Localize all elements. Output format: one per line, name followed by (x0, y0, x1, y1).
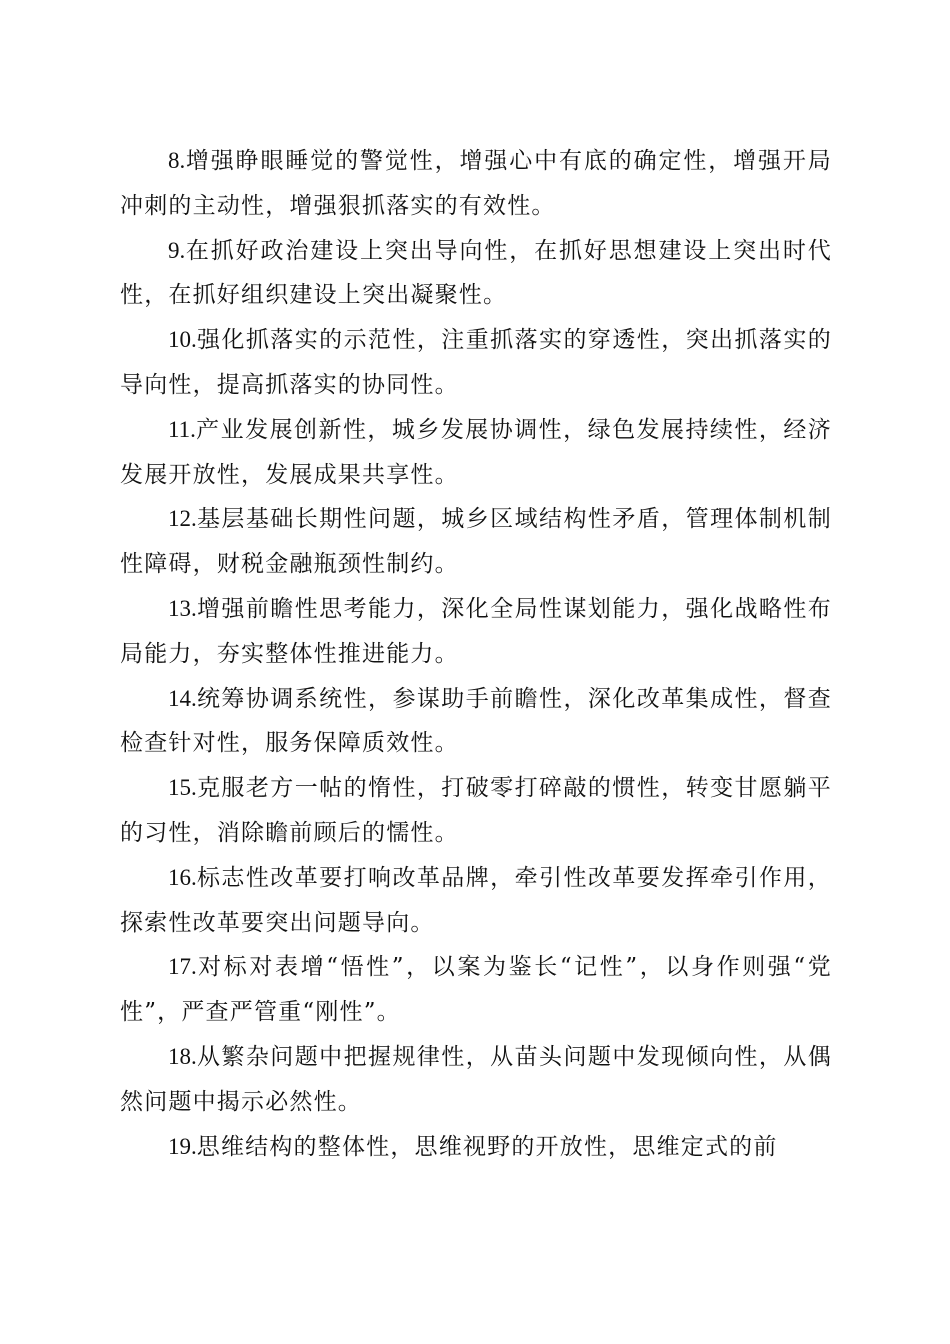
paragraph-15 (120, 766, 832, 856)
paragraph-11 (120, 408, 832, 498)
paragraph-text: 统筹协调系统性，参谋助手前瞻性，深化改革集成性，督查检查针对性，服务保障质效性。 (120, 685, 832, 757)
paragraph-text: 增强睁眼睡觉的警觉性，增强心中有底的确定性，增强开局冲刺的主动性，增强狠抓落实的有效性。 (120, 148, 832, 219)
paragraph-number: 10. (168, 327, 197, 353)
paragraph-12 (120, 497, 832, 587)
paragraph-14 (120, 677, 832, 767)
paragraph-19 (120, 1125, 832, 1170)
paragraph-number: 19. (168, 1133, 197, 1159)
paragraph-number: 17. (168, 954, 197, 980)
paragraph-text: 对标对表增“悟性”，以案为鉴长“记性”，以身作则强“党性”，严查严管重“刚性”。 (120, 954, 832, 1026)
paragraph-number: 8. (168, 148, 186, 173)
paragraph-text: 从繁杂问题中把握规律性，从苗头问题中发现倾向性，从偶然问题中揭示必然性。 (120, 1043, 832, 1115)
paragraph-text: 基层基础长期性问题，城乡区域结构性矛盾，管理体制机制性障碍，财税金融瓶颈性制约。 (120, 506, 832, 578)
paragraph-text: 标志性改革要打响改革品牌，牵引性改革要发挥牵引作用，探索性改革要突出问题导向。 (120, 864, 832, 936)
paragraph-text: 强化抓落实的示范性，注重抓落实的穿透性，突出抓落实的导向性，提高抓落实的协同性。 (120, 327, 832, 398)
paragraph-number: 11. (168, 416, 196, 442)
paragraph-number: 12. (168, 506, 197, 532)
paragraph-10 (120, 318, 832, 408)
paragraph-number: 18. (168, 1043, 197, 1069)
paragraph-number: 16. (168, 864, 197, 890)
paragraph-text: 思维结构的整体性，思维视野的开放性，思维定式的前 (196, 1133, 778, 1160)
paragraph-text: 产业发展创新性，城乡发展协调性，绿色发展持续性，经济发展开放性，发展成果共享性。 (120, 416, 832, 488)
paragraph-13 (120, 587, 832, 677)
paragraph-number: 15. (168, 775, 197, 801)
paragraph-number: 13. (168, 595, 197, 621)
paragraph-text: 克服老方一帖的惰性，打破零打碎敲的惯性，转变甘愿躺平的习性，消除瞻前顾后的懦性。 (120, 775, 832, 846)
paragraph-number: 14. (168, 685, 197, 711)
document-body (120, 139, 832, 1169)
paragraph-text: 在抓好政治建设上突出导向性，在抓好思想建设上突出时代性，在抓好组织建设上突出凝聚性。 (120, 237, 832, 309)
paragraph-17 (120, 945, 832, 1035)
paragraph-8 (120, 139, 832, 229)
paragraph-18 (120, 1035, 832, 1125)
paragraph-number: 9. (168, 237, 186, 263)
paragraph-text: 增强前瞻性思考能力，深化全局性谋划能力，强化战略性布局能力，夯实整体性推进能力。 (120, 595, 832, 667)
paragraph-9 (120, 229, 832, 319)
paragraph-16 (120, 856, 832, 946)
